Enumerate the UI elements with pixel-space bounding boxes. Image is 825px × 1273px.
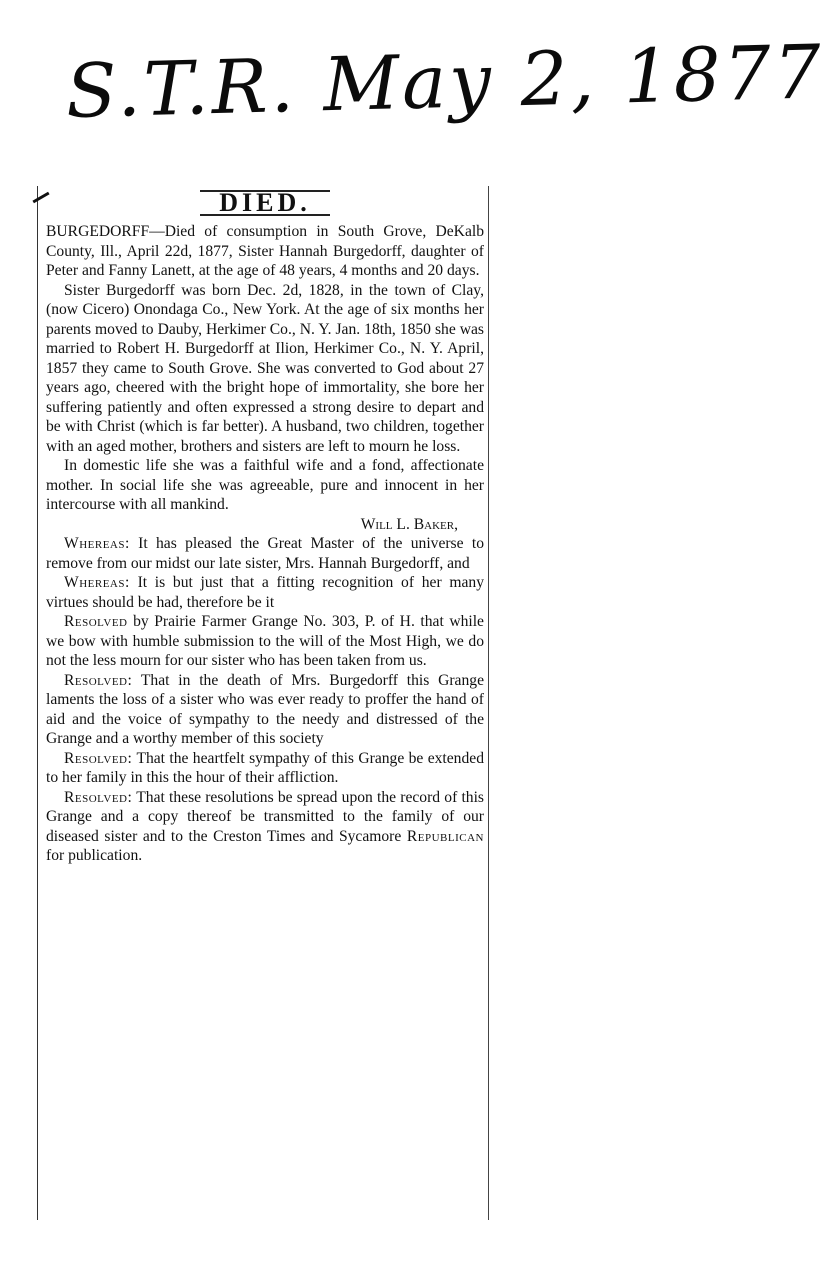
resolution-text: That in the death of Mrs. Burgedorff this Grange laments the loss of a sister who was ever ready to proffer the hand of aid and the voice of sympathy to the needy and distressed of the Grange and a worthy member of this society xyxy=(46,671,484,747)
resolution-text-tail: for publication. xyxy=(46,847,143,864)
resolution-label: Whereas: xyxy=(64,574,130,591)
resolution-paragraph xyxy=(46,534,484,573)
obituary-paragraph: Sister Burgedorff was born Dec. 2d, 1828, in the town of Clay, (now Cicero) Onondaga Co., New York. At the age of six months her parents moved to Dauby, Herkimer Co., N. Y. Jan. 18th, 1850 she was married to Robert H. Burgedorff at Ilion, Herkimer Co., N. Y. April, 1857 they came to South Grove. She was converted to God about 27 years ago, cheered with the bright hope of immortality, she bore her suffering patiently and often expressed a strong desire to depart and be with Christ (which is far better). A husband, two children, together with an aged mother, brothers and sisters are left to mourn he loss. xyxy=(46,281,484,455)
resolution-paragraph xyxy=(46,671,484,749)
resolution-paragraph xyxy=(46,612,484,671)
resolution-label: Resolved: xyxy=(64,749,133,767)
handwritten-source-date: S.T.R. May 2, 1877 xyxy=(64,29,825,135)
obituary-signature: Will L. Baker, xyxy=(360,515,458,533)
resolution-paragraph xyxy=(46,749,484,788)
resolution-label: Resolved: xyxy=(64,788,133,806)
resolution-label: Resolved: xyxy=(64,671,133,689)
resolution-label: Whereas: xyxy=(64,535,130,552)
resolution-label: Resolved xyxy=(64,613,128,630)
obituary-headline: DIED. xyxy=(200,190,330,216)
resolution-paragraph xyxy=(46,788,484,866)
obituary-paragraph: In domestic life she was a faithful wife and a fond, affectionate mother. In social life she was agreeable, pure and innocent in her intercourse with all mankind. xyxy=(46,457,484,513)
resolution-text: That the heartfelt sympathy of this Grange be extended to her family in this the hour of their affliction. xyxy=(46,749,484,786)
resolution-text: by Prairie Farmer Grange No. 303, P. of H. that while we bow with humble submission to the will of the Most High, we do not the less mourn for our sister who has been taken from us. xyxy=(46,613,484,669)
resolution-text: It has pleased the Great Master of the universe to remove from our midst our late sister, Mrs. Hannah Burgedorff, and xyxy=(46,535,484,572)
resolution-text: That these resolutions be spread upon the record of this Grange and a copy thereof be transmitted to the family of our diseased sister and to the Creston Times and Sycamore xyxy=(46,788,484,845)
obituary-body xyxy=(46,222,484,866)
resolution-text: It is but just that a fitting recognition of her many virtues should be had, therefore be it xyxy=(46,574,484,611)
obituary-paragraph: BURGEDORFF—Died of consumption in South Grove, DeKalb County, Ill., April 22d, 1877, Sister Hannah Burgedorff, daughter of Peter and Fanny Lanett, at the age of 48 years, 4 months and 20 days. xyxy=(46,223,484,279)
resolution-paragraph xyxy=(46,573,484,612)
newspaper-name: Republican xyxy=(406,827,484,845)
